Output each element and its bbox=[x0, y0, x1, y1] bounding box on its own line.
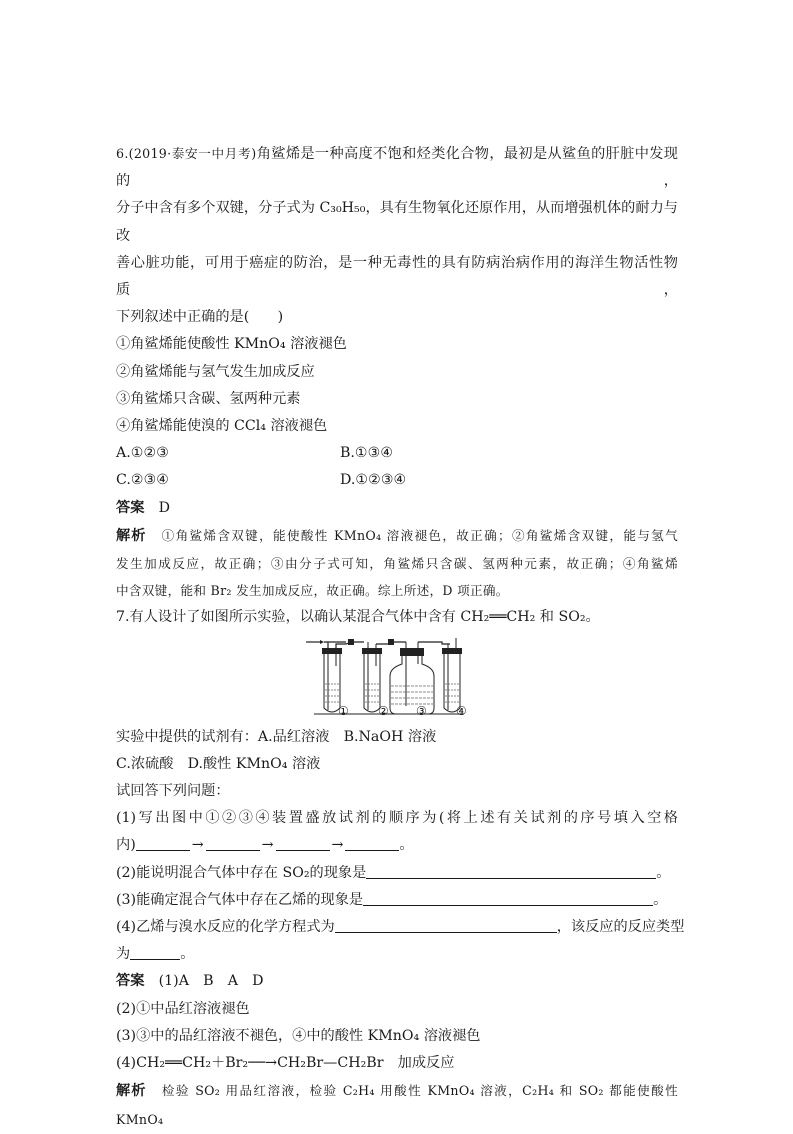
document-page bbox=[116, 140, 685, 1134]
answer-blank-2[interactable] bbox=[206, 836, 260, 851]
figure-label-1: ① bbox=[338, 703, 349, 718]
q7-answer-3: (3)③中的品红溶液不褪色，④中的酸性 KMnO₄ 溶液褪色 bbox=[116, 1027, 481, 1044]
q6-statement-1: ①角鲨烯能使酸性 KMnO₄ 溶液褪色 bbox=[116, 336, 347, 353]
q7-intro: 7.有人设计了如图所示实验，以确认某混合气体中含有 CH₂══CH₂ 和 SO₂。 bbox=[116, 609, 600, 626]
q7-part-1-line-2: 内) → → → 。 bbox=[116, 837, 414, 854]
q6-analysis-1: 解析 ①角鲨烯含双键，能使酸性 KMnO₄ 溶液褪色，故正确；②角鲨烯含双键，能与氢气 bbox=[116, 527, 678, 544]
q6-answer-value: D bbox=[158, 499, 170, 516]
q6-line-1: 6.(2019·泰安一中月考)角鲨烯是一种高度不饱和烃类化合物，最初是从鲨鱼的肝脏中发现的， bbox=[116, 146, 678, 190]
q6-option-a: A.①②③ bbox=[116, 445, 169, 462]
q6-analysis-3: 中含双键，能和 Br₂ 发生加成反应，故正确。综上所述，D 项正确。 bbox=[116, 583, 509, 599]
figure-label-2: ② bbox=[378, 703, 389, 718]
q6-answer-label: 答案 bbox=[116, 499, 145, 516]
q6-line-3: 善心脏功能，可用于癌症的防治，是一种无毒性的具有防病治病作用的海洋生物活性物质， bbox=[116, 254, 678, 299]
q7-answer-label: 答案 bbox=[116, 973, 145, 990]
answer-blank-equation[interactable] bbox=[335, 918, 557, 933]
q7-analysis: 解析 检验 SO₂ 用品红溶液，检验 C₂H₄ 用酸性 KMnO₄ 溶液，C₂H₄ 和 SO₂ 都能使酸性 KMnO₄ bbox=[116, 1083, 678, 1127]
q7-part-3: (3)能确定混合气体中存在乙烯的现象是 。 bbox=[116, 891, 668, 908]
answer-blank-1[interactable] bbox=[136, 836, 190, 851]
answer-blank-so2[interactable] bbox=[366, 864, 656, 879]
q7-ask: 试回答下列问题： bbox=[116, 783, 230, 800]
q7-analysis-label: 解析 bbox=[116, 1083, 147, 1100]
q6-options-row-1 bbox=[116, 440, 678, 467]
q6-analysis-label: 解析 bbox=[116, 527, 147, 544]
q6-option-c: C.②③④ bbox=[116, 472, 170, 489]
q6-statement-3: ③角鲨烯只含碳、氢两种元素 bbox=[116, 390, 301, 407]
q6-option-b: B.①③④ bbox=[340, 445, 394, 462]
tube-2 bbox=[362, 642, 382, 712]
q7-reagents-1: 实验中提供的试剂有：A.品红溶液 B.NaOH 溶液 bbox=[116, 728, 437, 745]
q6-statement-2: ②角鲨烯能与氢气发生加成反应 bbox=[116, 363, 315, 380]
answer-blank-3[interactable] bbox=[276, 836, 330, 851]
q7-part-1-line-1: (1)写出图中①②③④装置盛放试剂的顺序为(将上述有关试剂的序号填入空格 bbox=[116, 810, 678, 827]
q7-part-4: (4)乙烯与溴水反应的化学方程式为 ，该反应的反应类型 bbox=[116, 919, 685, 936]
answer-blank-4[interactable] bbox=[345, 836, 399, 851]
q7-answer-2: (2)①中品红溶液褪色 bbox=[116, 1000, 250, 1017]
bottle-3 bbox=[390, 642, 434, 714]
q6-analysis-2: 发生加成反应，故正确；③由分子式可知，角鲨烯只含碳、氢两种元素，故正确；④角鲨烯 bbox=[116, 556, 678, 572]
tube-4 bbox=[442, 638, 462, 712]
q6-source: 6.(2019·泰安一中月考) bbox=[116, 146, 257, 161]
q6-options-row-2 bbox=[116, 467, 678, 494]
q7-reagents-2: C.浓硫酸 D.酸性 KMnO₄ 溶液 bbox=[116, 755, 321, 772]
figure-label-3: ③ bbox=[416, 703, 427, 718]
q7-part-4-line-2: 为 。 bbox=[116, 946, 195, 963]
q6-line-4: 下列叙述中正确的是( ) bbox=[116, 309, 284, 326]
q7-answer-4: (4)CH₂══CH₂＋Br₂──→CH₂Br—CH₂Br 加成反应 bbox=[116, 1055, 455, 1072]
q6-option-d: D.①②③④ bbox=[340, 472, 407, 489]
gas-washing-apparatus-figure bbox=[116, 634, 678, 722]
q6-statement-4: ④角鲨烯能使溴的 CCl₄ 溶液褪色 bbox=[116, 418, 328, 435]
answer-blank-ethylene[interactable] bbox=[363, 891, 653, 906]
q7-part-2: (2)能说明混合气体中存在 SO₂的现象是 。 bbox=[116, 864, 671, 881]
figure-label-4: ④ bbox=[456, 703, 467, 718]
tube-1 bbox=[322, 642, 346, 712]
q7-answer-1: 答案 (1)A B A D bbox=[116, 973, 264, 990]
q6-line-2: 分子中含有多个双键，分子式为 C₃₀H₅₀，具有生物氧化还原作用，从而增强机体的耐力与改 bbox=[116, 200, 678, 244]
answer-blank-reaction-type[interactable] bbox=[130, 945, 180, 960]
q6-answer bbox=[116, 495, 678, 522]
